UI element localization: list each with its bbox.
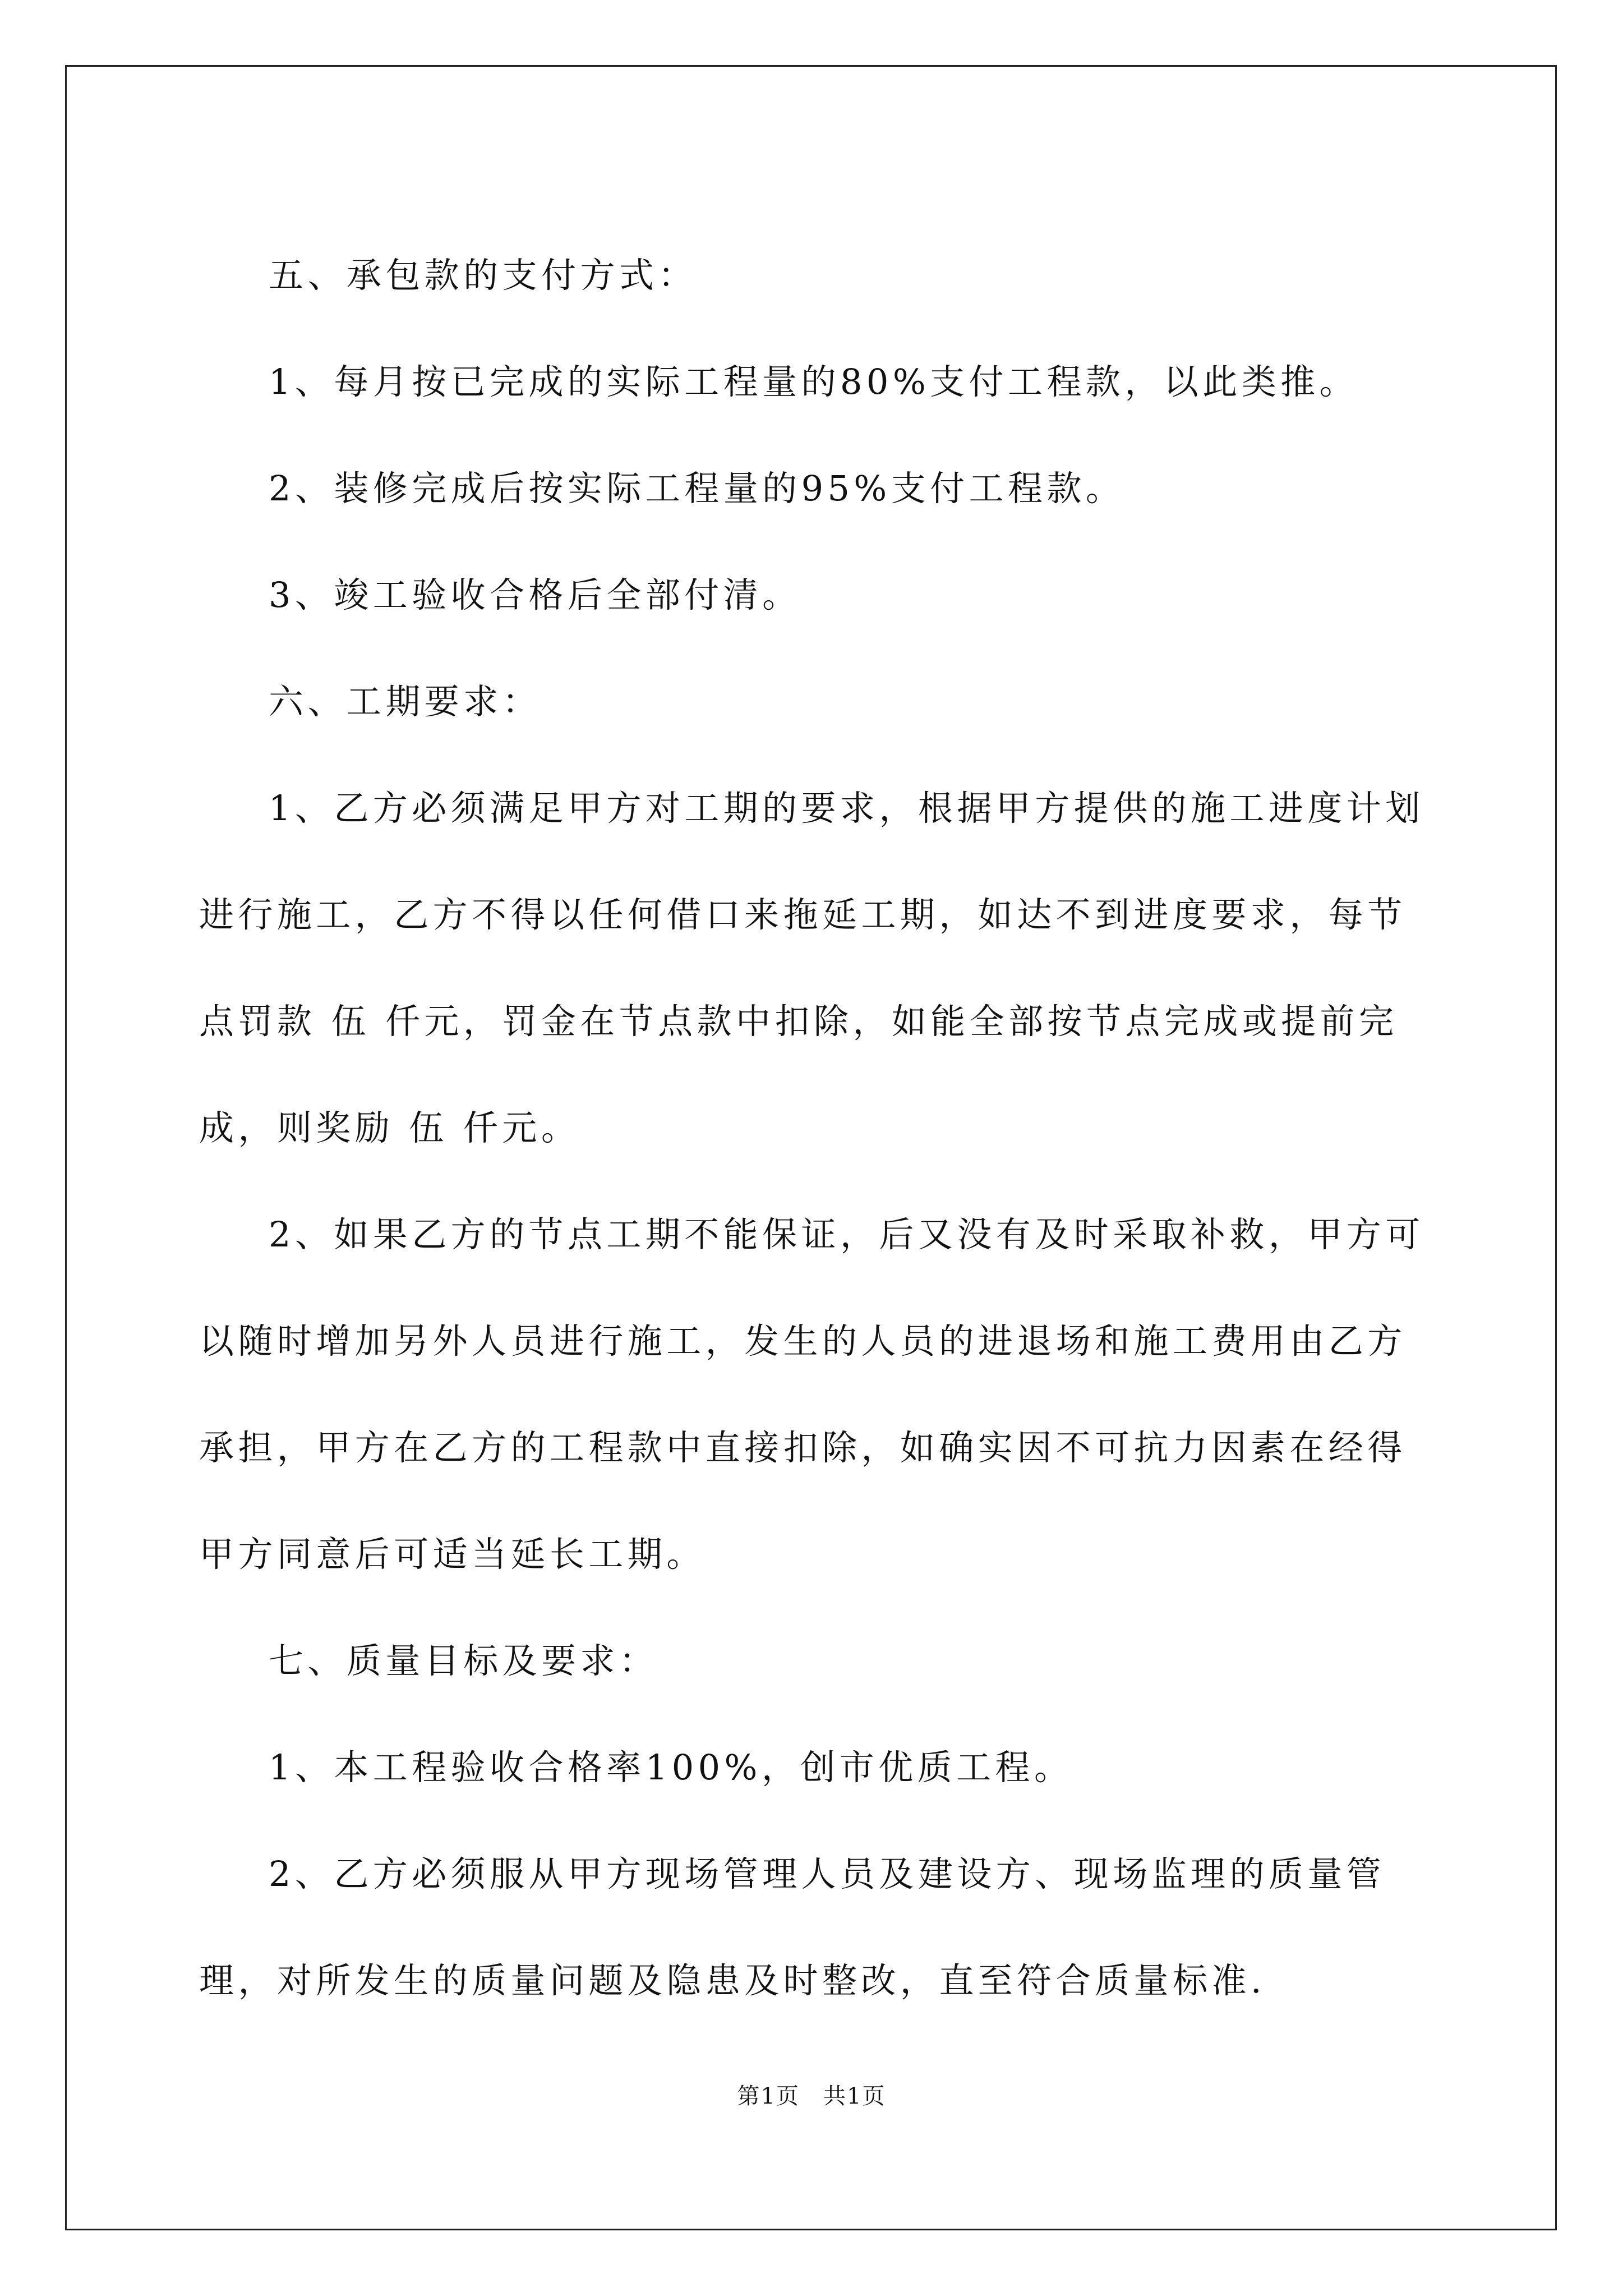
section-heading-schedule: 六、工期要求： xyxy=(269,681,542,722)
quality-clause-1: 1、本工程验收合格率100%，创市优质工程。 xyxy=(269,1747,1073,1788)
quality-clause-2: 2、乙方必须服从甲方现场管理人员及建设方、现场监理的质量管理，对所发生的质量问题及隐患及时整改，直至符合质量标准. xyxy=(199,1853,1386,2001)
payment-clause-2: 2、装修完成后按实际工程量的95%支付工程款。 xyxy=(269,468,1125,509)
payment-clause-3: 3、竣工验收合格后全部付清。 xyxy=(269,574,801,615)
section-heading-quality: 七、质量目标及要求： xyxy=(269,1640,658,1681)
section-heading-payment: 五、承包款的支付方式： xyxy=(269,255,697,296)
payment-clause-1: 1、每月按已完成的实际工程量的80%支付工程款，以此类推。 xyxy=(269,361,1359,402)
schedule-clause-1: 1、乙方必须满足甲方对工期的要求，根据甲方提供的施工进度计划进行施工，乙方不得以任何借口来拖延工期，如达不到进度要求，每节点罚款 伍 仟元，罚金在节点款中扣除，如能全部按节点完成或提前完成，则奖励 伍 仟元。 xyxy=(199,788,1424,1148)
document-body xyxy=(199,222,1427,2034)
page-footer: 第1页 共1页 xyxy=(737,2083,886,2109)
schedule-clause-2: 2、如果乙方的节点工期不能保证，后又没有及时采取补救，甲方可以随时增加另外人员进行施工，发生的人员的进退场和施工费用由乙方承担，甲方在乙方的工程款中直接扣除，如确实因不可抗力因素在经得甲方同意后可适当延长工期。 xyxy=(199,1214,1424,1575)
